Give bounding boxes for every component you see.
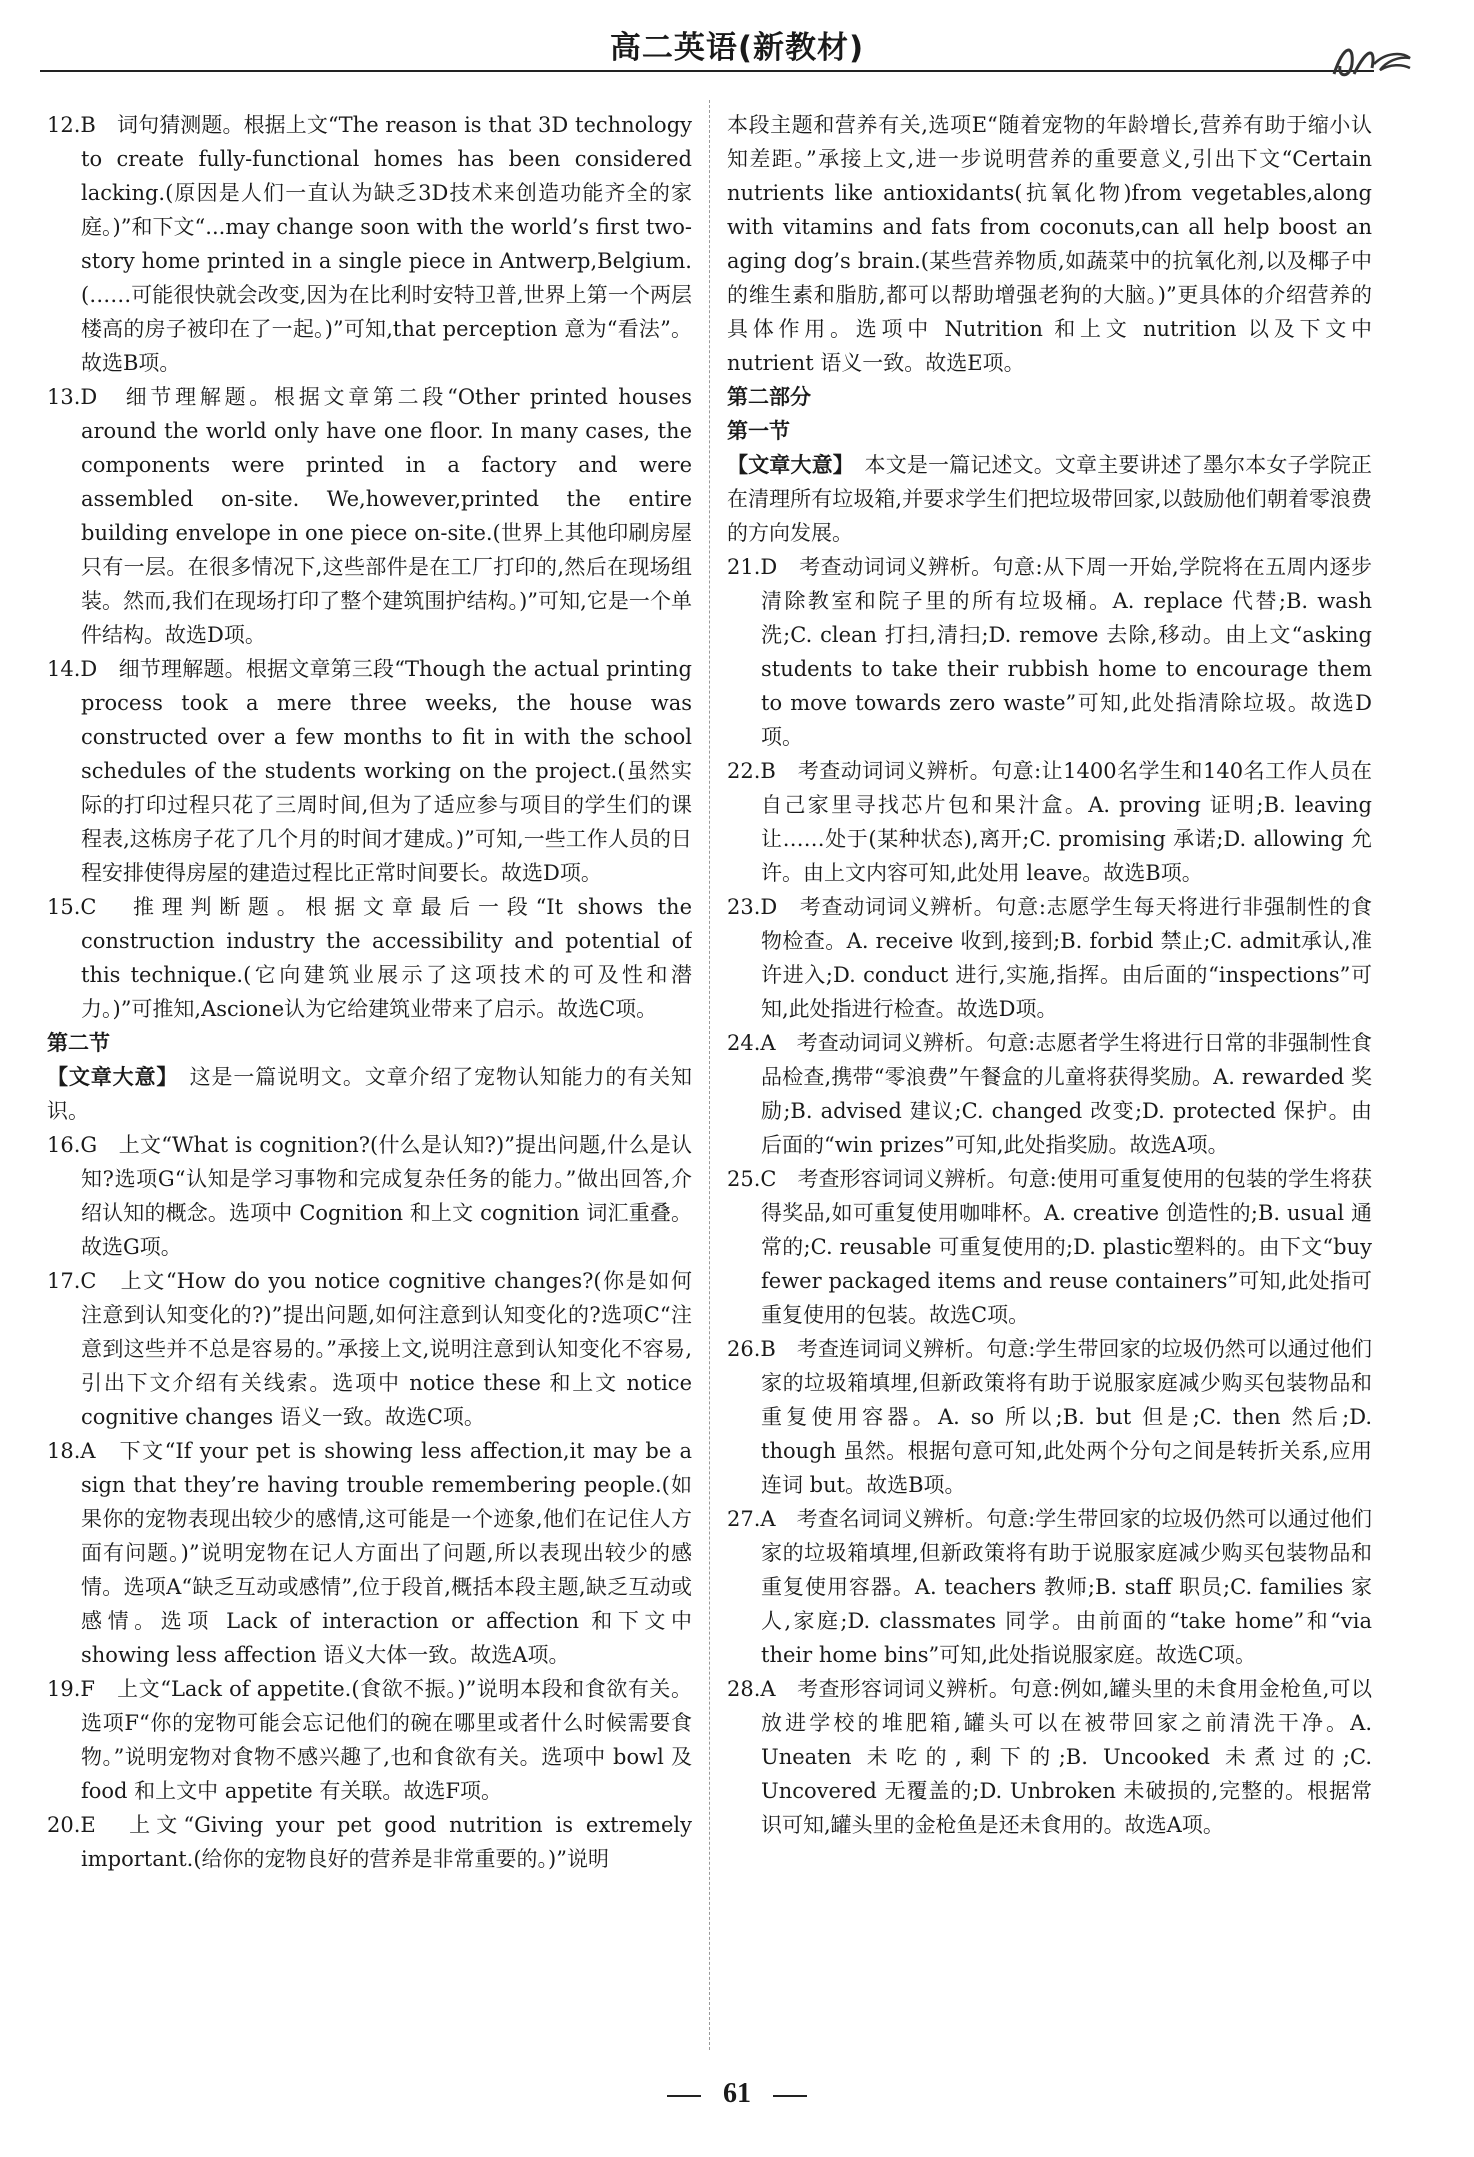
text: 本段主题和营养有关,选项E“随着宠物的年龄增长,营养有助于缩小认知差距。”承接上文,进一步说明营养的重要意义,引出下文“Certain nutrients like antioxidants(抗氧化物)from vegetables,along with vitamins and fats from coconuts,can all help boost an aging dog’s brain.(某些营养物质,如蔬菜中的抗氧化剂,以及椰子中的维生素和脂肪,都可以帮助增强老狗的大脑。)”更具体的介绍营养的具体作用。选项中 Nutrition 和上文 nutrition 以及下文中 nutrient 语义一致。故选E项。 <box>727 113 1372 375</box>
answer-item <box>47 1808 692 1876</box>
text: 第二节 <box>47 1031 110 1055</box>
footer-dash-right <box>773 2095 807 2097</box>
text: 18.A 下文“If your pet is showing less affection,it may be a sign that they’re having trouble remembering people.(如果你的宠物表现出较少的感情,这可能是一个迹象,他们在记住人方面有问题。)”说明宠物在记人方面出了问题,所以表现出较少的感情。选项A“缺乏互动或感情”,位于段首,概括本段主题,缺乏互动或感情。选项 Lack of interaction or affection 和下文中 showing less affection 语义大体一致。故选A项。 <box>47 1439 692 1667</box>
text: 第一节 <box>727 419 790 443</box>
answer-item <box>727 1332 1372 1502</box>
summary-label: 【文章大意】 <box>47 1065 168 1089</box>
text: 23.D 考查动词词义辨析。句意:志愿学生每天将进行非强制性的食物检查。A. receive 收到,接到;B. forbid 禁止;C. admit承认,准许进入;D. conduct 进行,实施,指挥。由后面的“inspections”可知,此处指进行检查。故选D项。 <box>727 895 1372 1021</box>
answer-item <box>47 652 692 890</box>
text: 17.C 上文“How do you notice cognitive changes?(你是如何注意到认知变化的?)”提出问题,如何注意到认知变化的?选项C“注意到这些并不总是容易的。”承接上文,说明注意到认知变化不容易,引出下文介绍有关线索。选项中 notice these 和上文 notice cognitive changes 语义一致。故选C项。 <box>47 1269 692 1429</box>
text: 27.A 考查名词词义辨析。句意:学生带回家的垃圾仍然可以通过他们家的垃圾箱填埋,但新政策将有助于说服家庭减少购买包装物品和重复使用容器。A. teachers 教师;B. staff 职员;C. families 家人,家庭;D. classmates 同学。由前面的“take home”和“via their home bins”可知,此处指说服家庭。故选C项。 <box>727 1507 1372 1667</box>
section-heading <box>727 380 1372 414</box>
text: 24.A 考查动词词义辨析。句意:志愿者学生将进行日常的非强制性食品检查,携带“零浪费”午餐盒的儿童将获得奖励。A. rewarded 奖励;B. advised 建议;C. changed 改变;D. protected 保护。由后面的“win prizes”可知,此处指奖励。故选A项。 <box>727 1031 1372 1157</box>
text: 12.B 词句猜测题。根据上文“The reason is that 3D technology to create fully-functional homes has been considered lacking.(原因是人们一直认为缺乏3D技术来创造功能齐全的家庭。)”和下文“...may change soon with the world’s first two-story home printed in a single piece in Antwerp,Belgium.(……可能很快就会改变,因为在比利时安特卫普,世界上第一个两层楼高的房子被印在了一起。)”可知,that perception 意为“看法”。故选B项。 <box>47 113 692 375</box>
answer-item <box>47 1434 692 1672</box>
text: 这是一篇说明文。文章介绍了宠物认知能力的有关知识。 <box>47 1065 692 1123</box>
answer-item <box>727 890 1372 1026</box>
answer-item <box>47 380 692 652</box>
section-heading <box>47 1026 692 1060</box>
answer-item <box>727 1672 1372 1842</box>
left-column <box>47 108 692 2048</box>
text: 13.D 细节理解题。根据文章第二段“Other printed houses around the world only have one floor. In many cases, the components were printed in a factory and were assembled on-site. We,however,printed the entire building envelope in one piece on-site.(世界上其他印刷房屋只有一层。在很多情况下,这些部件是在工厂打印的,然后在现场组装。然而,我们在现场打印了整个建筑围护结构。)”可知,它是一个单件结构。故选D项。 <box>47 385 692 647</box>
answer-item <box>727 754 1372 890</box>
answer-item <box>47 1672 692 1808</box>
text: 21.D 考查动词词义辨析。句意:从下周一开始,学院将在五周内逐步清除教室和院子里的所有垃圾桶。A. replace 代替;B. wash 洗;C. clean 打扫,清扫;D. remove 去除,移动。由上文“asking students to take their rubbish home to encourage them to move towards zero waste”可知,此处指清除垃圾。故选D项。 <box>727 555 1372 749</box>
right-column <box>727 108 1372 2048</box>
text: 26.B 考查连词词义辨析。句意:学生带回家的垃圾仍然可以通过他们家的垃圾箱填埋,但新政策将有助于说服家庭减少购买包装物品和重复使用容器。A. so 所以;B. but 但是;C. then 然后;D. though 虽然。根据句意可知,此处两个分句之间是转折关系,应用连词 but。故选B项。 <box>727 1337 1372 1497</box>
page-title: 高二英语(新教材) <box>609 30 865 66</box>
answer-item <box>727 1162 1372 1332</box>
page-number: 61 <box>723 2078 751 2109</box>
text: 25.C 考查形容词词义辨析。句意:使用可重复使用的包装的学生将获得奖品,如可重复使用咖啡杯。A. creative 创造性的;B. usual 通常的;C. reusable 可重复使用的;D. plastic塑料的。由下文“buy fewer packaged items and reuse containers”可知,此处指可重复使用的包装。故选C项。 <box>727 1167 1372 1327</box>
text: 20.E 上文“Giving your pet good nutrition is extremely important.(给你的宠物良好的营养是非常重要的。)”说明 <box>47 1813 692 1871</box>
text: 14.D 细节理解题。根据文章第三段“Though the actual printing process took a mere three weeks, the house was constructed over a few months to fit in with the school schedules of the students working on the project.(虽然实际的打印过程只花了三周时间,但为了适应参与项目的学生们的课程表,这栋房子花了几个月的时间才建成。)”可知,一些工作人员的日程安排使得房屋的建造过程比正常时间要长。故选D项。 <box>47 657 692 885</box>
text: 本文是一篇记述文。文章主要讲述了墨尔本女子学院正在清理所有垃圾箱,并要求学生们把垃圾带回家,以鼓励他们朝着零浪费的方向发展。 <box>727 453 1372 545</box>
text: 22.B 考查动词词义辨析。句意:让1400名学生和140名工作人员在自己家里寻找芯片包和果汁盒。A. proving 证明;B. leaving 让……处于(某种状态),离开;C. promising 承诺;D. allowing 允许。由上文内容可知,此处用 leave。故选B项。 <box>727 759 1372 885</box>
footer-dash-left <box>667 2095 701 2097</box>
header-rule <box>40 70 1374 72</box>
paragraph <box>727 448 1372 550</box>
answer-item <box>47 1128 692 1264</box>
text: 19.F 上文“Lack of appetite.(食欲不振。)”说明本段和食欲有关。选项F“你的宠物可能会忘记他们的碗在哪里或者什么时候需要食物。”说明宠物对食物不感兴趣了,也和食欲有关。选项中 bowl 及 food 和上文中 appetite 有关联。故选F项。 <box>47 1677 692 1803</box>
answer-item <box>727 1026 1372 1162</box>
answer-item <box>47 890 692 1026</box>
swirl-logo-icon <box>1324 34 1414 84</box>
summary-label: 【文章大意】 <box>727 453 844 477</box>
text: 第二部分 <box>727 385 811 409</box>
page-footer <box>0 2078 1474 2110</box>
text: 28.A 考查形容词词义辨析。句意:例如,罐头里的未食用金枪鱼,可以放进学校的堆肥箱,罐头可以在被带回家之前清洗干净。A. Uneaten 未吃的,剩下的;B. Uncooked 未煮过的;C. Uncovered 无覆盖的;D. Unbroken 未破损的,完整的。根据常识可知,罐头里的金枪鱼是还未食用的。故选A项。 <box>727 1677 1372 1837</box>
answer-item <box>47 1264 692 1434</box>
column-divider <box>709 100 710 2050</box>
answer-item <box>47 108 692 380</box>
answer-item <box>727 1502 1372 1672</box>
paragraph <box>47 1060 692 1128</box>
paragraph <box>727 108 1372 380</box>
answer-item <box>727 550 1372 754</box>
text: 16.G 上文“What is cognition?(什么是认知?)”提出问题,什么是认知?选项G“认知是学习事物和完成复杂任务的能力。”做出回答,介绍认知的概念。选项中 Cognition 和上文 cognition 词汇重叠。故选G项。 <box>47 1133 692 1259</box>
section-heading <box>727 414 1372 448</box>
text: 15.C 推理判断题。根据文章最后一段“It shows the construction industry the accessibility and potential of this technique.(它向建筑业展示了这项技术的可及性和潜力。)”可推知,Ascione认为它给建筑业带来了启示。故选C项。 <box>47 895 692 1021</box>
page-header <box>0 0 1474 75</box>
